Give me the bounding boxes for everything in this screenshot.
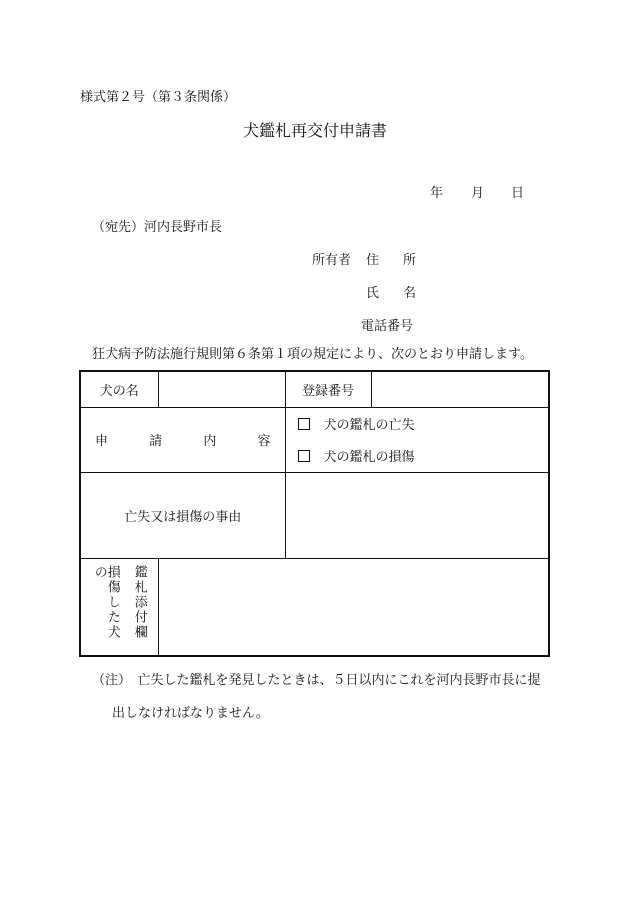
- phone-label: 電話番号: [361, 319, 414, 334]
- address-label-2: 所: [403, 253, 417, 268]
- name-label-2: 名: [403, 286, 417, 301]
- name-label-1: 氏: [366, 286, 380, 301]
- request-label-char-3: 内: [203, 434, 217, 449]
- application-table: [79, 370, 550, 657]
- option-damaged-label: 犬の鑑札の損傷: [323, 450, 415, 465]
- damaged-dog-tag-label: 損傷した犬の: [91, 564, 120, 640]
- addressee: （宛先）河内長野市長: [92, 220, 223, 235]
- note-line-1: （注） 亡失した鑑札を発見したときは、５日以内にこれを河内長野市長に提: [92, 673, 541, 688]
- option-lost[interactable]: [286, 408, 549, 440]
- date-year-label: 年: [430, 186, 444, 201]
- registration-number-label: 登録番号: [285, 371, 371, 407]
- owner-label: 所有者: [312, 253, 352, 268]
- option-damaged[interactable]: [286, 440, 549, 472]
- reason-label: 亡失又は損傷の事由: [80, 472, 285, 558]
- checkbox-damaged[interactable]: [298, 450, 310, 462]
- tag-attach-area[interactable]: [158, 558, 549, 656]
- address-label-1: 住: [366, 253, 380, 268]
- tag-attach-label-cell: [80, 558, 158, 656]
- tag-attach-label: 鑑札添付欄: [131, 564, 147, 640]
- checkbox-lost[interactable]: [298, 418, 310, 430]
- reason-field[interactable]: [285, 472, 549, 558]
- note-line-2: 出しなければなりません。: [112, 706, 269, 721]
- request-content-label: [80, 407, 285, 472]
- request-label-char-4: 容: [257, 434, 271, 449]
- option-lost-label: 犬の鑑札の亡失: [323, 418, 415, 433]
- dog-name-label: 犬の名: [80, 371, 158, 407]
- document-title: 犬鑑札再交付申請書: [242, 121, 387, 140]
- registration-number-field[interactable]: [371, 371, 549, 407]
- form-number-label: 様式第２号（第３条関係）: [80, 90, 237, 105]
- request-options-cell: [285, 407, 549, 472]
- request-label-char-1: 申: [95, 434, 109, 449]
- date-day-label: 日: [511, 186, 525, 201]
- date-month-label: 月: [471, 186, 485, 201]
- request-label-char-2: 請: [149, 434, 163, 449]
- intro-text: 狂犬病予防法施行規則第６条第１項の規定により、次のとおり申請します。: [92, 347, 533, 362]
- dog-name-field[interactable]: [158, 371, 285, 407]
